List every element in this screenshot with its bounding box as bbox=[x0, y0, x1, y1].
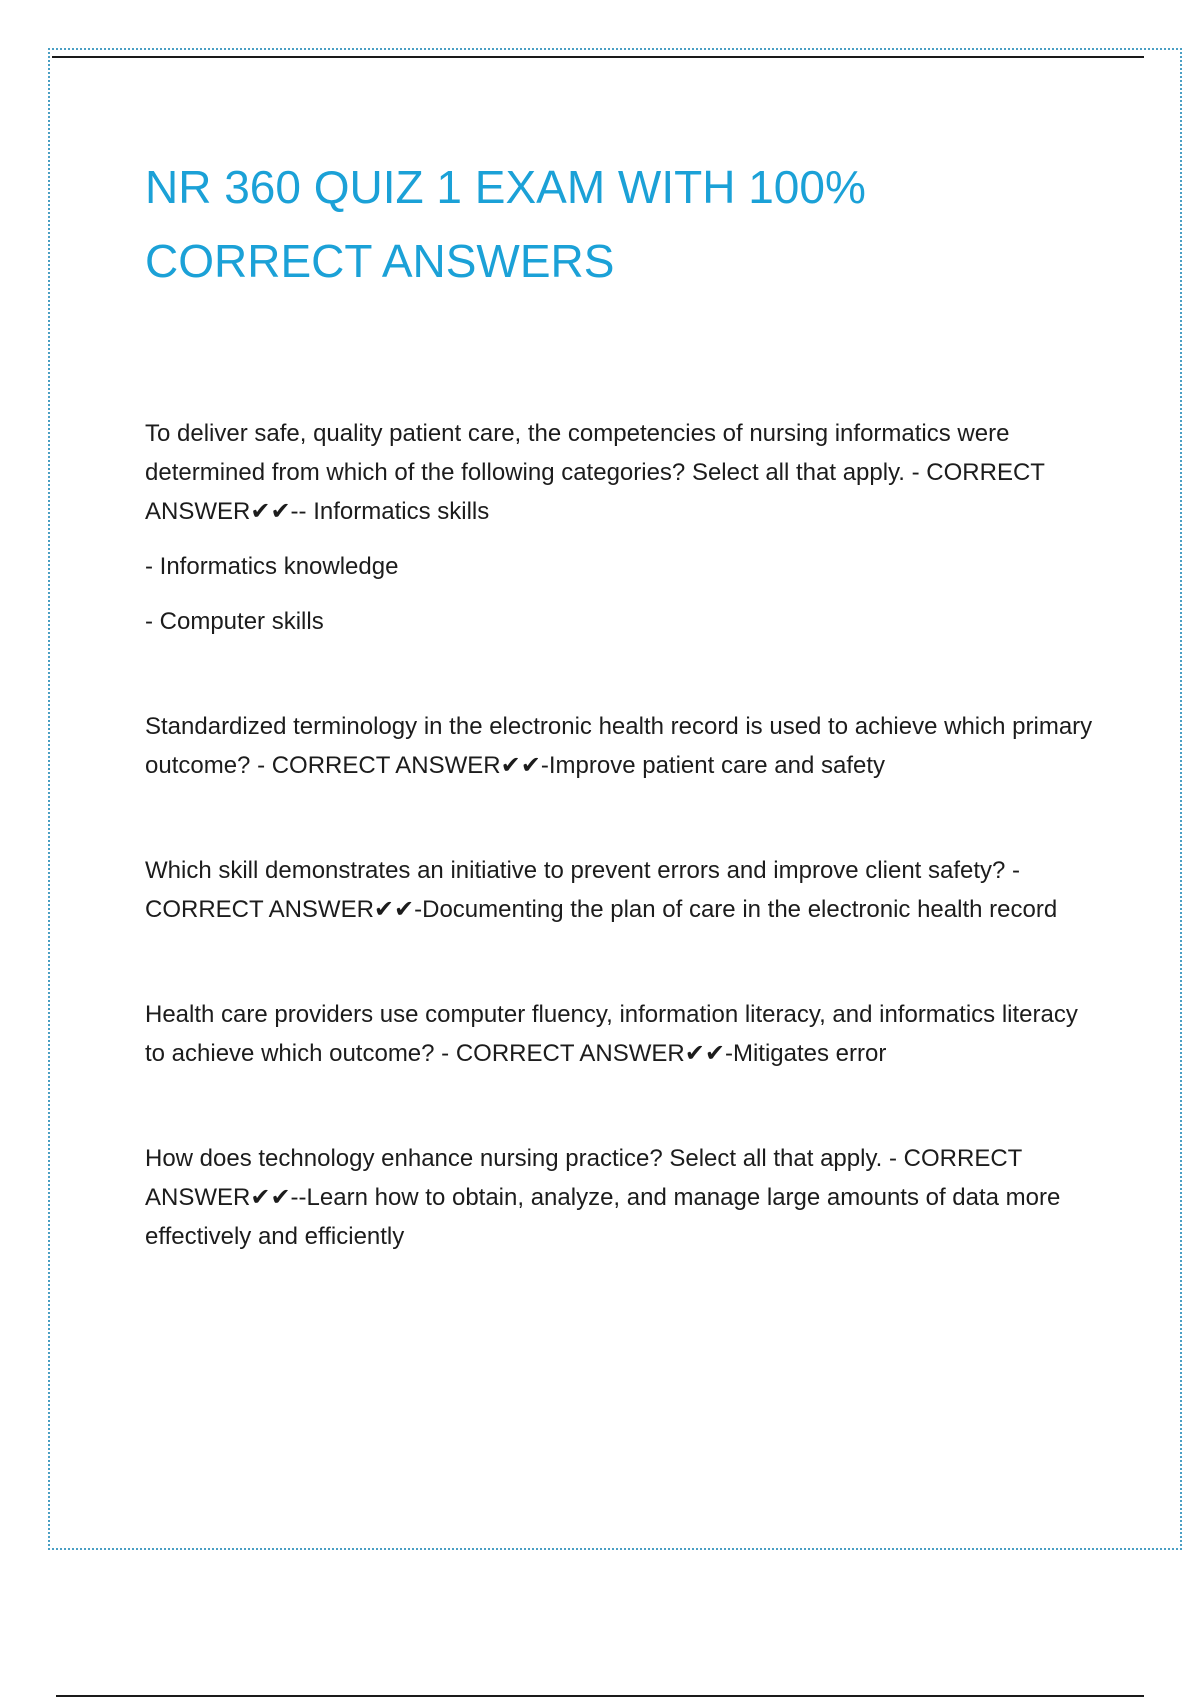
qa-text: How does technology enhance nursing practice? Select all that apply. - CORRECT ANSWER✔✔--Learn how to obtain, analyze, and manage large amounts of data more effectively and efficiently bbox=[145, 1145, 1061, 1250]
bottom-rule bbox=[56, 1695, 1144, 1697]
document-body bbox=[145, 150, 1095, 1322]
qa-list bbox=[145, 414, 1095, 1256]
qa-item bbox=[145, 1139, 1095, 1256]
qa-text: To deliver safe, quality patient care, the competencies of nursing informatics were determined from which of the following categories? Select all that apply. - CORRECT ANSWER✔✔-- Informatics skills bbox=[145, 420, 1045, 525]
qa-item bbox=[145, 707, 1095, 785]
qa-text: Which skill demonstrates an initiative to prevent errors and improve client safety? - CORRECT ANSWER✔✔-Documenting the plan of care in the electronic health record bbox=[145, 857, 1058, 923]
qa-text: Health care providers use computer fluency, information literacy, and informatics literacy to achieve which outcome? - CORRECT ANSWER✔✔-Mitigates error bbox=[145, 1001, 1078, 1067]
qa-extra-line: - Computer skills bbox=[145, 608, 324, 635]
qa-text: Standardized terminology in the electronic health record is used to achieve which primary outcome? - CORRECT ANSWER✔✔-Improve patient care and safety bbox=[145, 713, 1093, 779]
qa-item bbox=[145, 414, 1095, 641]
qa-item bbox=[145, 995, 1095, 1073]
qa-item bbox=[145, 851, 1095, 929]
qa-extra-line: - Informatics knowledge bbox=[145, 553, 399, 580]
document-title: NR 360 QUIZ 1 EXAM WITH 100% CORRECT ANSWERS bbox=[145, 161, 866, 287]
